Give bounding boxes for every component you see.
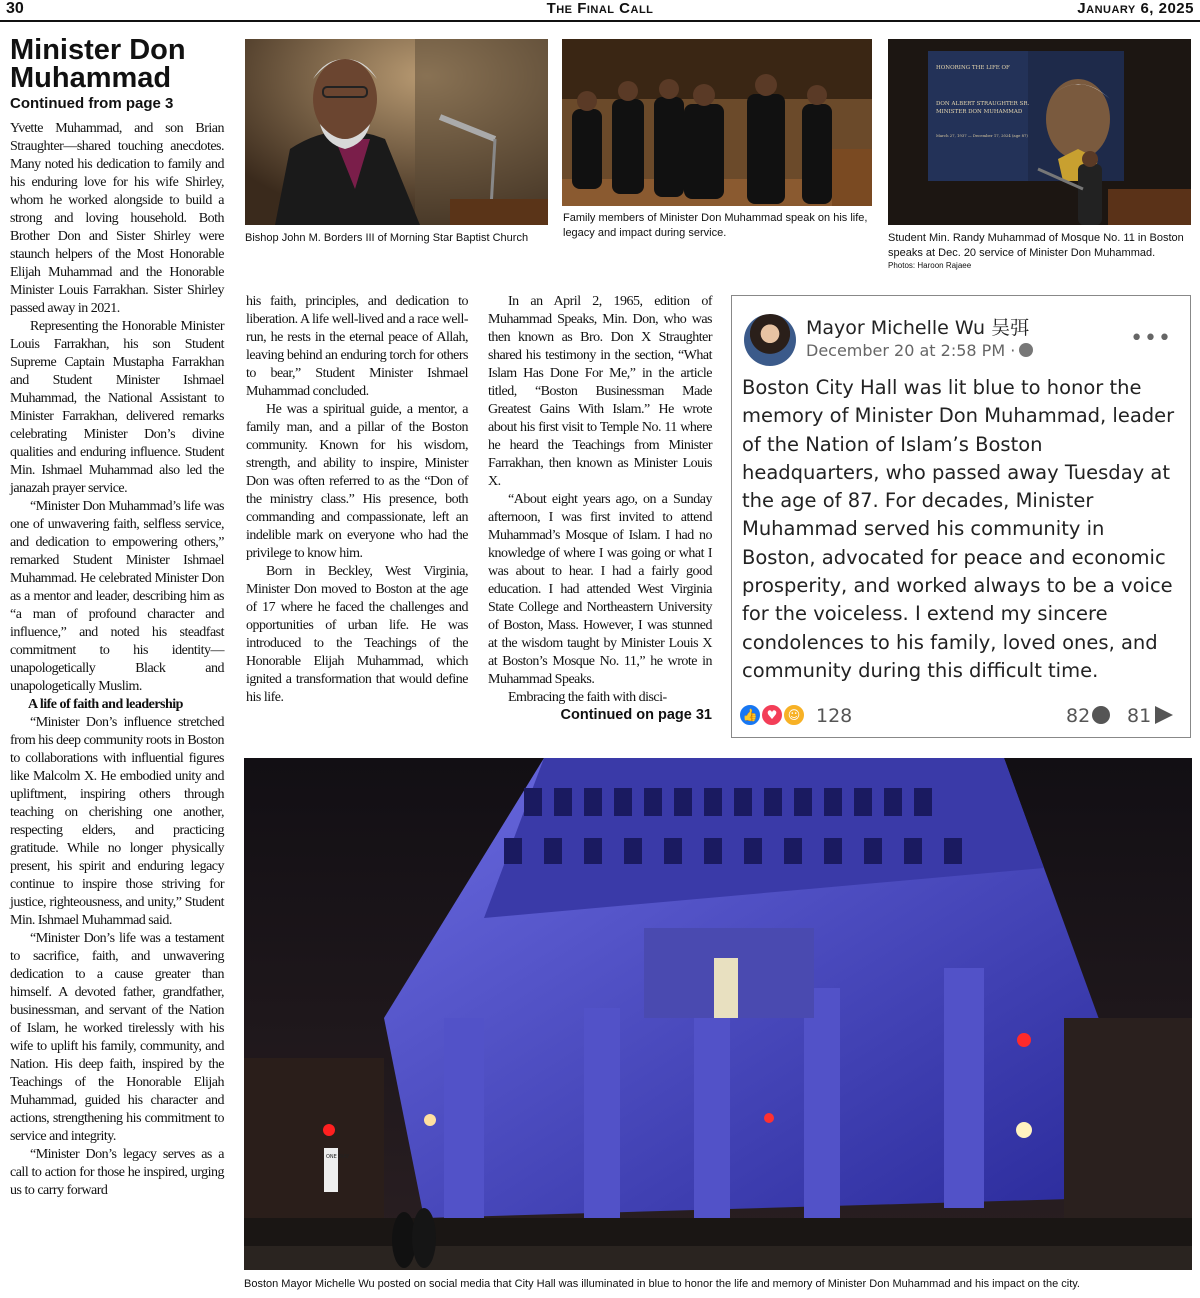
comment-icon: [1092, 706, 1110, 724]
post-text: Boston City Hall was lit blue to honor the memory of Minister Don Muhammad, leader of the Nation of Islam’s Boston headquarters, who passed away Tuesday at the age of 87. For decades, Minister Muhammad served his community in Boston, advocated for peace and economic prosperity, and worked always to be a voice for the voiceless. I extend my sincere condolences to his family, loved ones, and community during this difficult time.: [742, 376, 1175, 682]
paragraph: “Minister Don’s influence stretched from his deep community roots in Boston to collaborations with influential figures like Malcolm X. He embodied unity and upliftment, inspiring others through teaching on cherishing one another, respecting elders, and practicing gratitude. While no longer physically present, his spirit and enduring legacy continue to inspire those striving for justice, righteousness, and unity,” Student Min. Ishmael Muhammad said.: [10, 715, 224, 928]
paragraph: Embracing the faith with disci-: [508, 690, 667, 705]
photo-bishop: [245, 39, 548, 225]
article-column-3: [488, 293, 712, 723]
paragraph: In an April 2, 1965, edition of Muhammad Speaks, Min. Don, who was then known as Bro. Don X Straughter shared his testimony in the section, “What Islam Has Done For Me,” in the article titled, “Boston Businessman Made Greatest Gains With Islam.” He wrote about his first visit to Temple No. 11 where he heard the Teachings from Minister Farrakhan, then known as Minister Louis X.: [488, 294, 712, 489]
care-icon: ☺: [782, 703, 806, 727]
photo-bishop-caption: Bishop John M. Borders III of Morning Star Baptist Church: [245, 232, 529, 244]
photo-credit: Photos: Haroon Rajaee: [888, 261, 972, 270]
photo-city-hall: [244, 758, 1192, 1270]
photo-tribute-screen: [888, 39, 1191, 225]
street-sign-text: ONE WAY: [326, 1154, 350, 1160]
share-icon: [1155, 706, 1173, 724]
post-timestamp-text: December 20 at 2:58 PM ·: [806, 341, 1016, 360]
page-number: 30: [6, 0, 24, 17]
photo-family: [562, 39, 872, 206]
continued-from: Continued from page 3: [10, 95, 174, 112]
subheading: A life of faith and leadership: [28, 697, 183, 712]
paragraph: “Minister Don’s life was a testament to sacrifice, faith, and unwavering dedication to a cause greater than himself. A devoted father, grandfather, businessman, and servant of the Nation of Islam, he worked tirelessly with his wife to uplift his family, community, and Nation. His deep faith, inspired by the Teachings of the Honorable Elijah Muhammad, guided his character and actions, strengthening his commitment to service and integrity.: [10, 931, 224, 1144]
photo-city-hall-caption: Boston Mayor Michelle Wu posted on social media that City Hall was illuminated in blue to honor the life and memory of Minister Don Muhammad and his impact on the city.: [244, 1278, 1080, 1290]
paragraph: Born in Beckley, West Virginia, Minister Don moved to Boston at the age of 17 where he faced the challenges and opportunities of urban life. He was introduced to the Teachings of the Honorable Elijah Muhammad, which ignited a transformation that would define his life.: [246, 564, 468, 705]
reaction-count[interactable]: 128: [816, 705, 853, 727]
like-icon: 👍: [738, 703, 762, 727]
share-count[interactable]: [1127, 705, 1173, 727]
article-column-1: [10, 120, 224, 1200]
paragraph: “About eight years ago, on a Sunday afternoon, I was first invited to attend Muhammad’s Mosque of Islam. I had no knowledge of where I was going or what I was about to hear. I had a fairly good education. I had attended West Virginia State College and Northeastern University of Boston, Mass. However, I was stunned at the wisdom taught by Minister Louis X at Boston’s Mosque No. 11,” he wrote in Muhammad Speaks.: [488, 492, 712, 687]
issue-date: January 6, 2025: [1077, 0, 1194, 17]
gear-icon: [1019, 343, 1033, 357]
page-header: [0, 0, 1200, 22]
screen-title: HONORING THE LIFE OF: [936, 65, 1010, 71]
photo-tribute-caption: [888, 231, 1196, 271]
publication-name: The Final Call: [546, 0, 654, 17]
paragraph: “Minister Don’s legacy serves as a call to action for those he inspired, urging us to carry forward: [10, 1147, 224, 1198]
continued-on: Continued on page 31: [560, 707, 712, 723]
headline: Minister Don Muhammad: [10, 34, 186, 94]
facebook-post-card: [731, 295, 1191, 738]
paragraph: “Minister Don Muhammad’s life was one of unwavering faith, selfless service, and dedication to empowering others,” remarked Student Minister Ishmael Muhammad. He celebrated Minister Don as a mentor and leader, describing him as “a man of profound character and influence,” and noted his steadfast commitment to his identity—unapologetically Black and unapologetically Muslim.: [10, 499, 224, 694]
comment-count-text: 82: [1066, 705, 1091, 727]
photo-family-caption: Family members of Minister Don Muhammad speak on his life, legacy and impact during service.: [563, 212, 868, 239]
screen-name-2: MINISTER DON MUHAMMAD: [936, 109, 1023, 115]
paragraph: Representing the Honorable Minister Louis Farrakhan, his son Student Supreme Captain Mustapha Farrakhan and Student Minister Ishmael Muhammad, the National Assistant to Minister Farrakhan, delivered remarks celebrating Minister Don’s divine qualities and enduring influence. Student Min. Ishmael Muhammad also led the janazah prayer service.: [10, 319, 224, 496]
love-icon: ♥: [760, 703, 784, 727]
screen-dates: March 27, 1937 — December 17, 2024 (age 87): [936, 133, 1028, 138]
paragraph: He was a spiritual guide, a mentor, a family man, and a pillar of the Boston community. Known for his wisdom, strength, and ability to inspire, Minister Don was often referred to as the “Don of the ministry class.” His presence, both commanding and compassionate, left an indelible mark on everyone who had the privilege to know him.: [246, 402, 468, 561]
paragraph: Yvette Muhammad, and son Brian Straughter—shared touching anecdotes. Many noted his dedication to family and his enduring love for his wife Shirley, whom he worked alongside to build a strong and loving household. Both Brother Don and Sister Shirley were staunch helpers of the Most Honorable Elijah Muhammad and the Honorable Minister Louis Farrakhan. Sister Shirley passed away in 2021.: [10, 121, 224, 316]
article-column-2: [246, 293, 468, 707]
caption-text: Student Min. Randy Muhammad of Mosque No. 11 in Boston speaks at Dec. 20 service of Minister Don Muhammad.: [888, 232, 1184, 259]
post-timestamp[interactable]: [806, 341, 1033, 360]
screen-name-1: DON ALBERT STRAUGHTER SR.: [936, 101, 1030, 107]
share-count-text: 81: [1127, 705, 1152, 727]
paragraph: his faith, principles, and dedication to liberation. A life well-lived and a race well-run, he rests in the eternal peace of Allah, leaving behind an enduring torch for others to bear,” Student Minister Ishmael Muhammad concluded.: [246, 294, 468, 399]
more-options-icon[interactable]: •••: [1130, 326, 1172, 351]
comment-count[interactable]: [1066, 705, 1110, 727]
avatar[interactable]: [744, 314, 796, 366]
post-author[interactable]: Mayor Michelle Wu 吴弭: [806, 317, 1030, 339]
